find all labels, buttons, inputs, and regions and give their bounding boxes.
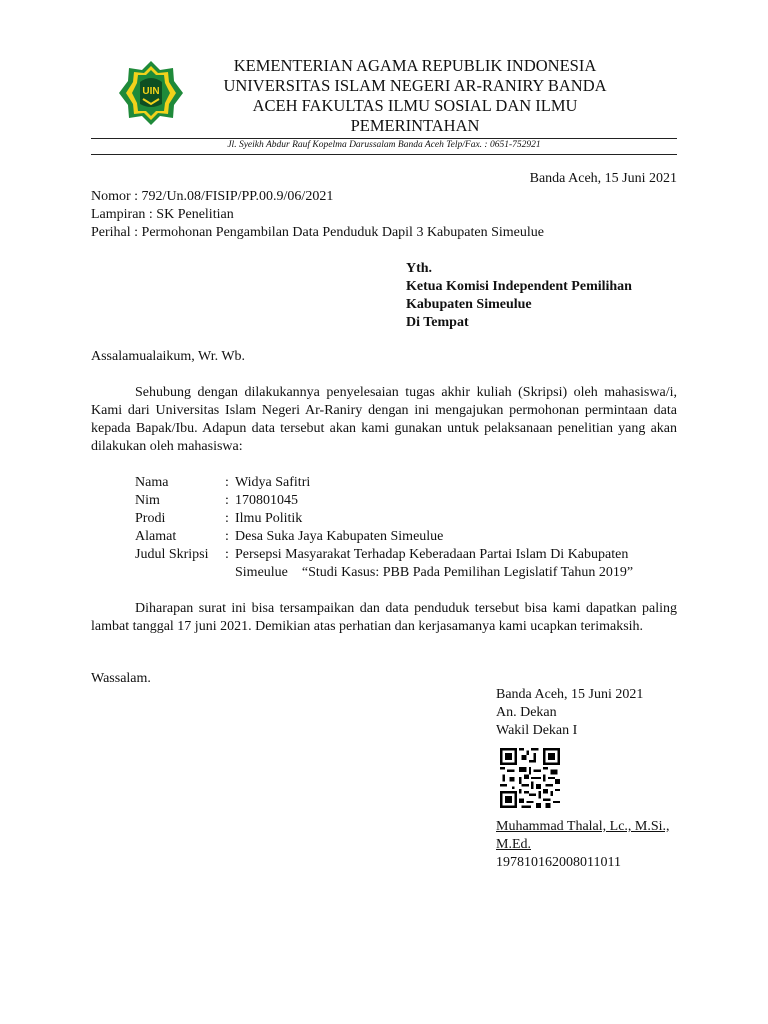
letterhead-line-1: KEMENTERIAN AGAMA REPUBLIK INDONESIA	[233, 56, 597, 75]
letter-date: Banda Aceh, 15 Juni 2021	[529, 171, 677, 186]
letter-nomor: Nomor : 792/Un.08/FISIP/PP.00.9/06/2021	[91, 189, 334, 204]
signatory-name-line-1: Muhammad Thalal, Lc., M.Si.,	[496, 819, 670, 834]
detail-label: Prodi	[135, 511, 166, 526]
letterhead-rule-bottom	[91, 154, 677, 155]
detail-row-prodi: Prodi : Ilmu Politik	[135, 511, 303, 526]
recipient-yth: Yth.	[406, 261, 433, 276]
letterhead-line-3: ACEH FAKULTAS ILMU SOSIAL DAN ILMU	[252, 96, 578, 115]
signature-block	[496, 686, 643, 740]
qr-code-icon	[500, 748, 560, 808]
signatory	[496, 818, 670, 872]
detail-label: Alamat	[135, 529, 177, 544]
letter-lampiran: Lampiran : SK Penelitian	[91, 207, 234, 222]
detail-value: Desa Suka Jaya Kabupaten Simeulue	[235, 529, 444, 544]
signatory-nip: 197810162008011011	[496, 855, 621, 870]
letterhead	[205, 56, 625, 136]
recipient-line-2: Kabupaten Simeulue	[406, 297, 532, 312]
signature-place-date: Banda Aceh, 15 Juni 2021	[496, 687, 644, 702]
paragraph-intro-text: Sehubung dengan dilakukannya penyelesaian tugas akhir kuliah (Skripsi) oleh mahasiswa/i, Kami dari Universitas Islam Negeri Ar-Raniry dengan ini mengajukan permohonan permintaan data kepada Bapak/Ibu. Adapun data tersebut akan kami gunakan untuk pelaksanaan penelitian yang akan dilakukan oleh mahasiswa:	[91, 385, 677, 454]
detail-value: 170801045	[235, 493, 298, 508]
detail-row-nim: Nim : 170801045	[135, 493, 298, 508]
letterhead-address: Jl. Syeikh Abdur Rauf Kopelma Darussalam Banda Aceh Telp/Fax. : 0651-752921	[227, 140, 541, 150]
student-details	[135, 474, 633, 582]
detail-value: Ilmu Politik	[235, 511, 303, 526]
detail-value: Widya Safitri	[235, 475, 311, 490]
detail-row-alamat: Alamat : Desa Suka Jaya Kabupaten Simeulue	[135, 529, 444, 544]
signature-an: An. Dekan	[496, 705, 557, 720]
detail-label: Nim	[135, 493, 160, 508]
detail-label: Nama	[135, 475, 169, 490]
logo-text: UIN	[142, 86, 160, 97]
detail-row-nama: Nama : Widya Safitri	[135, 475, 311, 490]
uin-ar-raniry-logo-icon	[118, 60, 184, 126]
signature-title: Wakil Dekan I	[496, 723, 578, 738]
letterhead-line-2: UNIVERSITAS ISLAM NEGERI AR-RANIRY BANDA	[223, 76, 607, 95]
paragraph-closing-text: Diharapan surat ini bisa tersampaikan dan data penduduk tersebut bisa kami dapatkan paling lambat tanggal 17 juni 2021. Demikian atas perhatian dan kerjasamanya kami ucapkan terimaksih.	[91, 601, 677, 634]
paragraph-closing	[91, 600, 677, 636]
detail-value-judul-1: Persepsi Masyarakat Terhadap Keberadaan Partai Islam Di Kabupaten	[235, 547, 629, 562]
closing-wassalam: Wassalam.	[91, 671, 151, 686]
detail-value-judul-2: Simeulue “Studi Kasus: PBB Pada Pemilihan Legislatif Tahun 2019”	[235, 565, 634, 580]
greeting: Assalamualaikum, Wr. Wb.	[91, 349, 246, 364]
signatory-name-line-2: M.Ed.	[496, 837, 531, 852]
letter-perihal: Perihal : Permohonan Pengambilan Data Penduduk Dapil 3 Kabupaten Simeulue	[91, 225, 544, 240]
recipient-line-1: Ketua Komisi Independent Pemilihan	[406, 279, 632, 294]
detail-row-judul: Judul Skripsi : Persepsi Masyarakat Terhadap Keberadaan Partai Islam Di Kabupaten Simeulue “Studi Kasus: PBB Pada Pemilihan Legislatif Tahun 2019”	[135, 547, 634, 580]
recipient-line-3: Di Tempat	[406, 315, 469, 330]
letter-reference	[91, 188, 544, 242]
detail-label: Judul Skripsi	[135, 547, 209, 562]
recipient-block	[406, 260, 632, 332]
paragraph-intro	[91, 384, 677, 456]
letterhead-line-4: PEMERINTAHAN	[350, 116, 480, 135]
letterhead-rule-top	[91, 138, 677, 139]
